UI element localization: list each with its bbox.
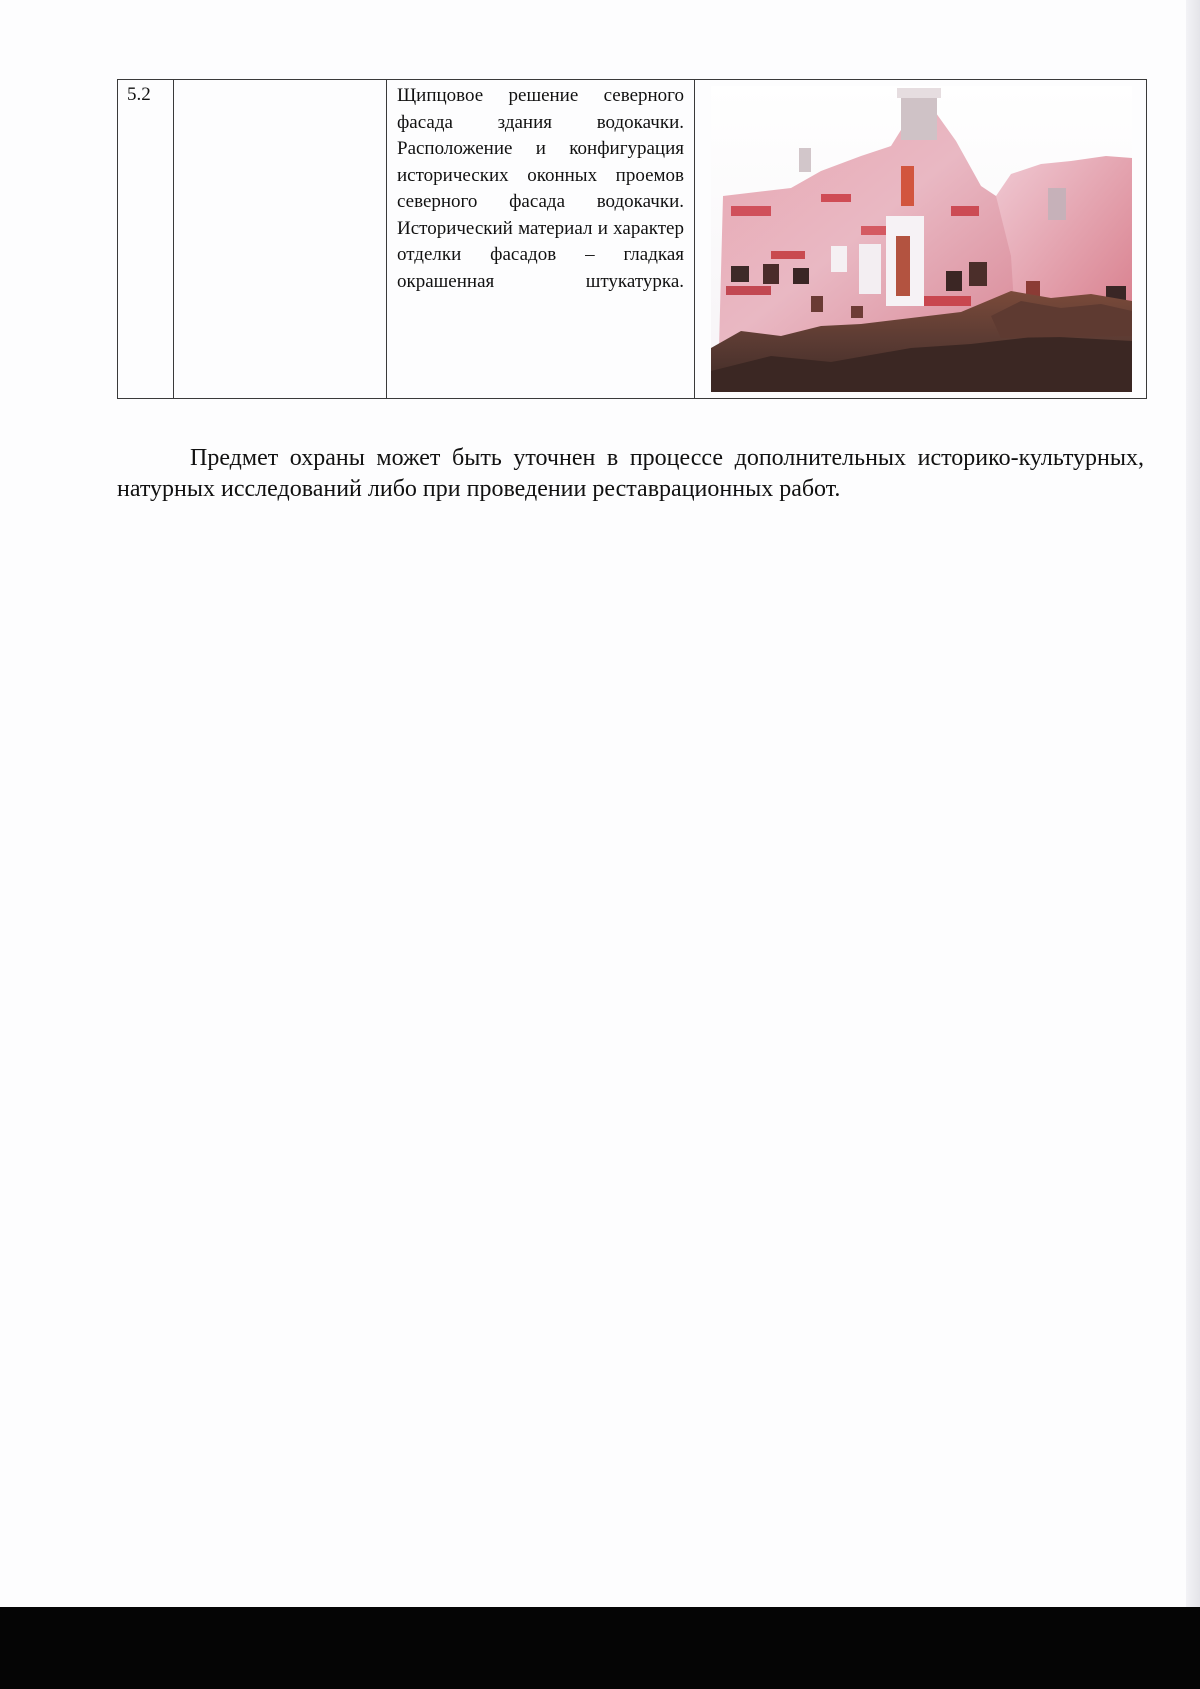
description-windows: Расположение и конфигурация исторических оконных проемов северного фасада водокачки. [397, 138, 684, 212]
row-number: 5.2 [127, 84, 151, 105]
empty-cell [174, 80, 387, 399]
photo-cell [695, 80, 1147, 399]
description-material: Исторический материал и характер отделки фасадов – гладкая окрашенная штукатурка. [397, 217, 684, 292]
table-row [118, 80, 1147, 399]
scan-edge [1186, 0, 1200, 1610]
protection-note: Предмет охраны может быть уточнен в процессе дополнительных историко-культурных, натурных исследований либо при проведении реставрационных работ. [117, 445, 1144, 502]
description-gable: Щипцовое решение северного фасада здания водокачки. [397, 85, 684, 133]
scan-bottom-border [0, 1607, 1200, 1689]
protection-subject-table [117, 79, 1147, 399]
row-number-cell [118, 80, 174, 399]
description-cell [387, 80, 695, 399]
ruined-building-photo [711, 86, 1132, 392]
